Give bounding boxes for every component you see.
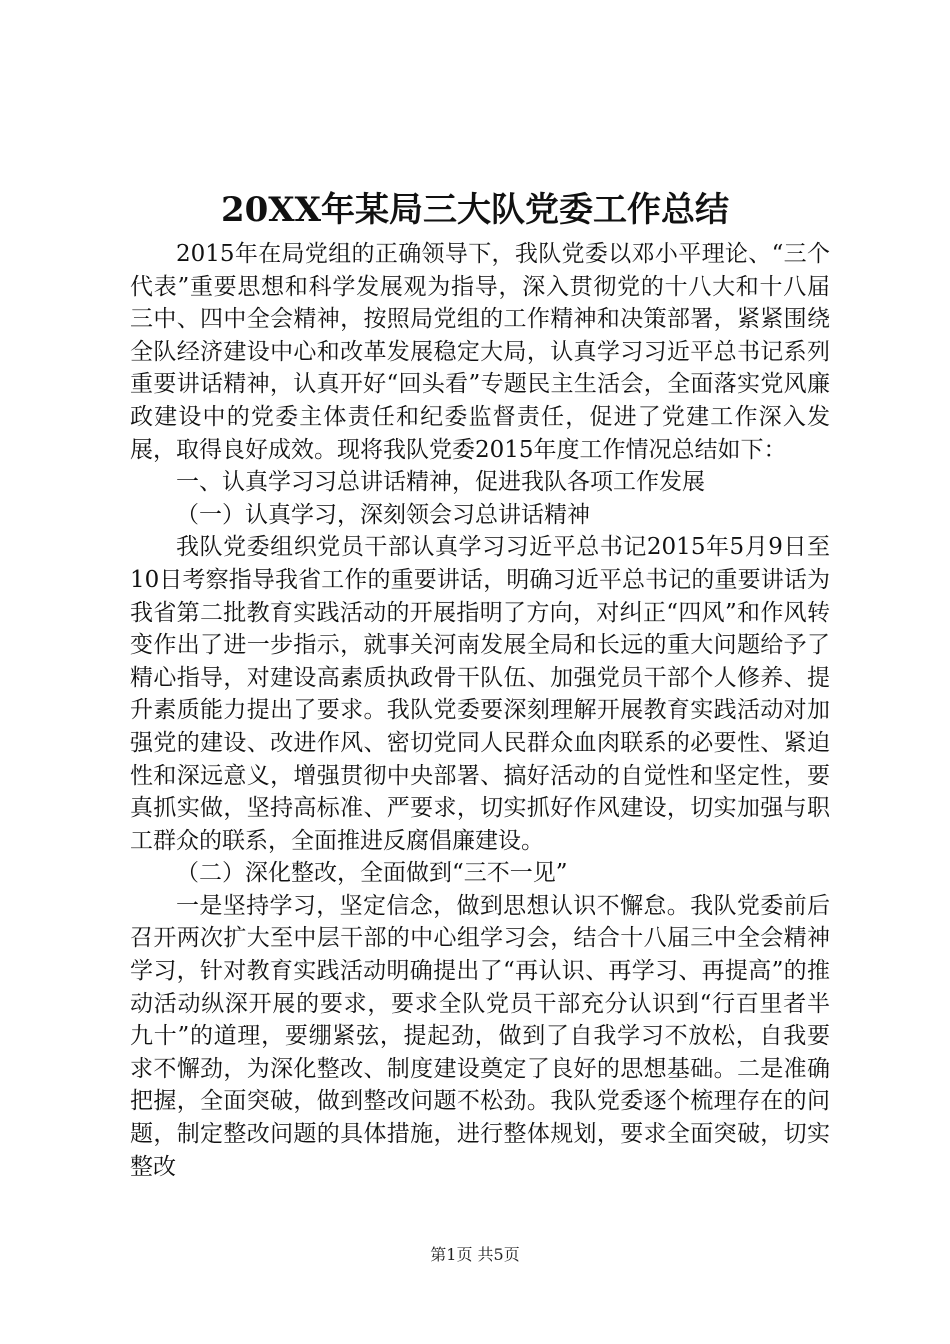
document-body: [130, 238, 830, 1183]
paragraph-rectification: 一是坚持学习，坚定信念，做到思想认识不懈怠。我队党委前后召开两次扩大至中层干部的中心组学习会，结合十八届三中全会精神学习，针对教育实践活动明确提出了“再认识、再学习、再提高”的推动活动纵深开展的要求，要求全队党员干部充分认识到“行百里者半九十”的道理，要绷紧弦，提起劲，做到了自我学习不放松，自我要求不懈劲，为深化整改、制度建设奠定了良好的思想基础。二是准确把握，全面突破，做到整改问题不松劲。我队党委逐个梳理存在的问题，制定整改问题的具体措施，进行整体规划，要求全面突破，切实整改: [130, 892, 830, 1180]
paragraph-intro: 2015年在局党组的正确领导下，我队党委以邓小平理论、“三个代表”重要思想和科学发展观为指导，深入贯彻党的十八大和十八届三中、四中全会精神，按照局党组的工作精神和决策部署，紧紧围绕全队经济建设中心和改革发展稳定大局，认真学习习近平总书记系列重要讲话精神，认真开好“回头看”专题民主生活会，全面落实党风廉政建设中的党委主体责任和纪委监督责任，促进了党建工作深入发展，取得良好成效。现将我队党委2015年度工作情况总结如下：: [130, 241, 830, 463]
heading-section-1: 一、认真学习习总讲话精神，促进我队各项工作发展: [176, 469, 705, 496]
heading-subsection-1: （一）认真学习，深刻领会习总讲话精神: [176, 501, 590, 528]
document-title: 20XX年某局三大队党委工作总结: [220, 190, 730, 230]
heading-subsection-2: （二）深化整改，全面做到“三不一见”: [176, 860, 568, 887]
paragraph-study: 我队党委组织党员干部认真学习习近平总书记2015年5月9日至10日考察指导我省工作的重要讲话，明确习近平总书记的重要讲话为我省第二批教育实践活动的开展指明了方向，对纠正“四风”和作风转变作出了进一步指示，就事关河南发展全局和长远的重大问题给予了精心指导，对建设高素质执政骨干队伍、加强党员干部个人修养、提升素质能力提出了要求。我队党委要深刻理解开展教育实践活动对加强党的建设、改进作风、密切党同人民群众血肉联系的必要性、紧迫性和深远意义，增强贯彻中央部署、搞好活动的自觉性和坚定性，要真抓实做，坚持高标准、严要求，切实抓好作风建设，切实加强与职工群众的联系，全面推进反腐倡廉建设。: [130, 534, 830, 854]
page-footer: 第1页 共5页: [430, 1245, 520, 1264]
